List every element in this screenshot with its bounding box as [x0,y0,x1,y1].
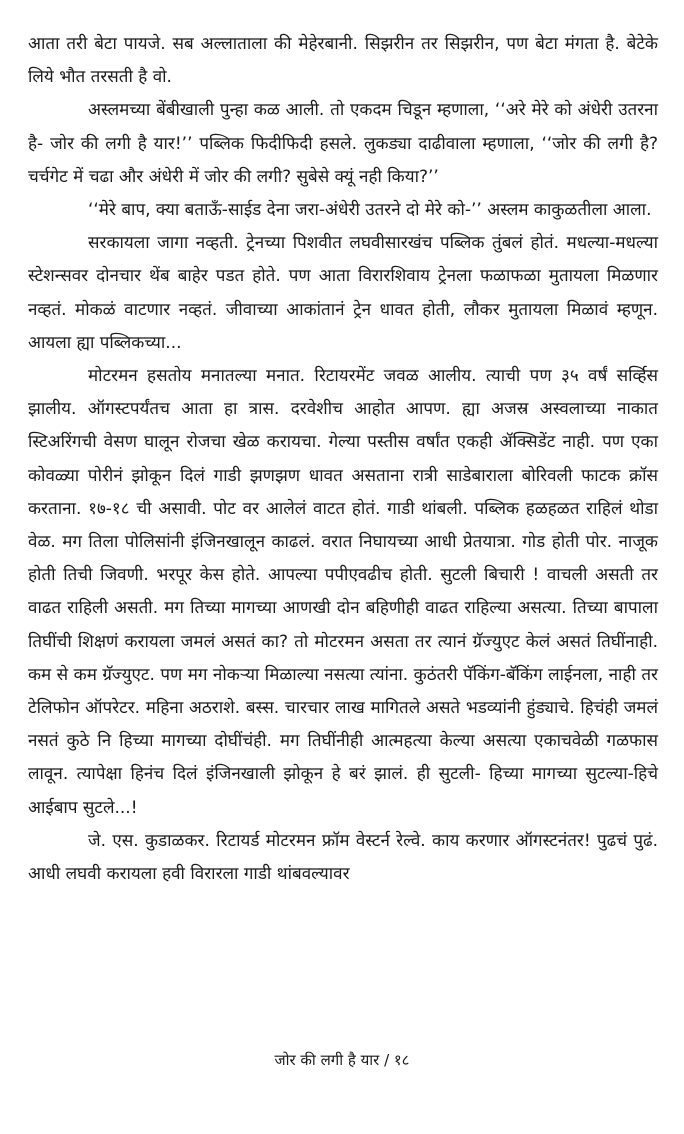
paragraph-5: मोटरमन हसतोय मनातल्या मनात. रिटायरमेंट जवळ आलीय. त्याची पण ३५ वर्षं सर्व्हिस झालीय. ऑगस्टपर्यंतच आता हा त्रास. दरवेशीच आहोत आपण. ह्या अजस्र अस्वलाच्या नाकात स्टिअरिंगची वेसण घालून रोजचा खेळ करायचा. गेल्या पस्तीस वर्षांत एकही ॲक्सिडेंट नाही. पण एका कोवळ्या पोरीनं झोकून दिलं गाडी झणझण धावत असताना रात्री साडेबाराला बोरिवली फाटक क्रॉस करताना. १७-१८ ची असावी. पोट वर आलेलं वाटत होतं. गाडी थांबली. पब्लिक हळहळत राहिलं थोडा वेळ. मग तिला पोलिसांनी इंजिनखालून काढलं. वरात निघायच्या आधी प्रेतयात्रा. गोड होती पोर. नाजूक होती तिची जिवणी. भरपूर केस होते. आपल्या पपीएवढीच होती. सुटली बिचारी ! वाचली असती तर वाढत राहिली असती. मग तिच्या मागच्या आणखी दोन बहिणीही वाढत राहिल्या असत्या. तिच्या बापाला तिघींची शिक्षणं करायला जमलं असतं का? तो मोटरमन असता तर त्यानं ग्रॅज्युएट केलं असतं तिघींनाही. कम से कम ग्रॅज्युएट. पण मग नोकऱ्या मिळाल्या नसत्या त्यांना. कुठंतरी पॅकिंग-बॅकिंग लाईनला, नाही तर टेलिफोन ऑपरेटर. महिना अठराशे. बस्स. चारचार लाख मागितले असते भडव्यांनी हुंड्याचे. हिचंही जमलं नसतं कुठे नि हिच्या मागच्या दोघींचंही. मग तिघींनीही आत्महत्या केल्या असत्या एकाचवेळी गळफास लावून. त्यापेक्षा हिनंच दिलं इंजिनखाली झोकून हे बरं झालं. ही सुटली- हिच्या मागच्या सुटल्या-हिचे आईबाप सुटले...! [28,366,658,818]
paragraph-4: सरकायला जागा नव्हती. ट्रेनच्या पिशवीत लघवीसारखंच पब्लिक तुंबलं होतं. मधल्या-मधल्या स्टेशन्सवर दोनचार थेंब बाहेर पडत होते. पण आता विरारशिवाय ट्रेनला फळाफळा मुतायला मिळणार नव्हतं. मोकळं वाटणार नव्हतं. जीवाच्या आकांतानं ट्रेन धावत होती, लौकर मुतायला मिळावं म्हणून. आयला ह्या पब्लिकच्या... [28,233,658,353]
paragraph-6: जे. एस. कुडाळकर. रिटायर्ड मोटरमन फ्रॉम वेस्टर्न रेल्वे. काय करणार ऑगस्टनंतर! पुढचं पुढं. आधी लघवी करायला हवी विरारला गाडी थांबवल्यावर [28,830,658,885]
paragraph-1: आता तरी बेटा पायजे. सब अल्लाताला की मेहेरबानी. सिझरीन तर सिझरीन, पण बेटा मंगता है. बेटेके लिये भौत तरसती है वो. [28,34,658,88]
page-footer: जोर की लगी है यार / १८ [274,1051,410,1069]
page-body [28,28,658,1028]
paragraph-2: अस्लमच्या बेंबीखाली पुन्हा कळ आली. तो एकदम चिडून म्हणाला, ‘‘अरे मेरे को अंधेरी उतरना है- जोर की लगी है यार!’’ पब्लिक फिदीफिदी हसले. लुकड्या दाढीवाला म्हणाला, ‘‘जोर की लगी है? चर्चगेट में चढा और अंधेरी में जोर की लगी? सुबेसे क्यूं नही किया?’’ [28,100,658,187]
paragraph-3: ‘‘मेरे बाप, क्या बताऊँ-साईड देना जरा-अंधेरी उतरने दो मेरे को-’’ अस्लम काकुळतीला आला. [88,200,652,221]
